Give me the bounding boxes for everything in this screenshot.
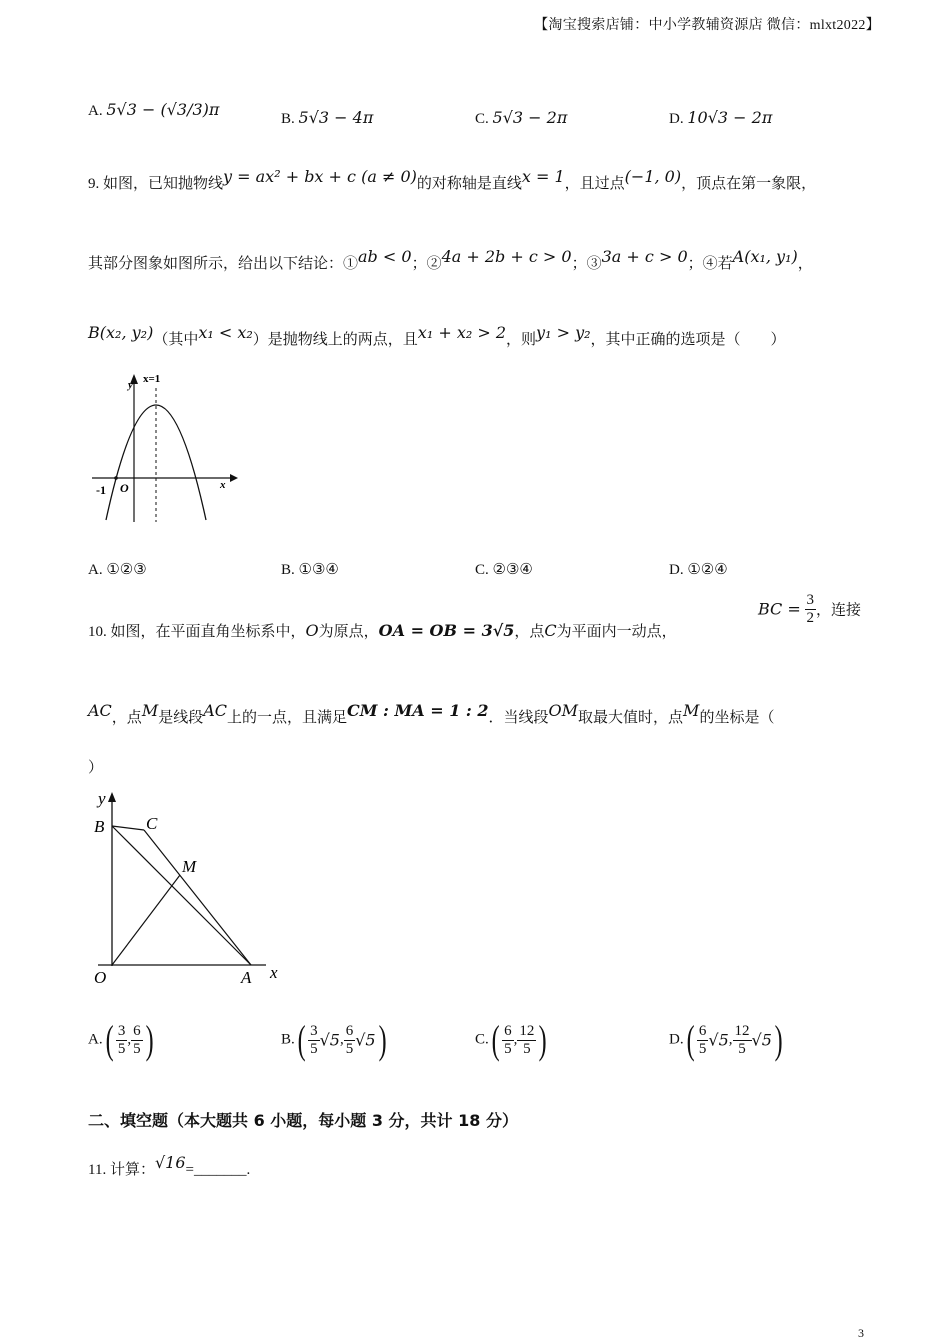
q8-option-b[interactable] — [281, 108, 373, 128]
option-label: D. — [669, 111, 684, 127]
q10-option-c[interactable]: C.( $\frac{6}{5}$ , $\frac{12}{5}$ ) — [475, 1017, 548, 1062]
x-label: x — [220, 479, 226, 491]
q9-line-2: 其部分图象如图所示，给出以下结论：①ab < 0；②4a + 2b + c > 0；③3a + c > 0；④若A(x₁, y₁)， — [88, 247, 813, 272]
q8-option-a[interactable] — [88, 100, 219, 120]
q9-line-3: B(x₂, y₂)（其中x₁ < x₂）是抛物线上的两点，且x₁ + x₂ > 2，则y₁ > y₂，其中正确的选项是（ ） — [88, 323, 786, 348]
page-number: 3 — [858, 1326, 864, 1340]
segment-om — [112, 875, 180, 965]
q9-option-a[interactable]: A. ①②③ — [88, 562, 147, 578]
x-label: x — [270, 963, 278, 982]
origin-label: O — [94, 968, 107, 986]
q10-line-3: ） — [88, 760, 104, 776]
origin-label: O — [120, 481, 129, 495]
q9-option-c[interactable]: C. ②③④ — [475, 562, 533, 578]
q9-option-b[interactable]: B. ①③④ — [281, 562, 339, 578]
page-header: 【淘宝搜索店铺：中小学教辅资源店 微信：mlxt2022】 — [534, 18, 880, 33]
option-expr: 5√3 − (√3/3)π — [106, 100, 220, 119]
y-label: y — [128, 379, 133, 391]
option-label: C. — [475, 111, 489, 127]
segment-ca — [144, 830, 251, 965]
y-axis-arrow — [108, 792, 116, 802]
y-label: y — [98, 789, 106, 808]
point-neg-one — [114, 476, 118, 480]
q8-option-c[interactable] — [475, 108, 567, 128]
segment-bc — [112, 826, 144, 830]
segment-ba — [112, 826, 251, 965]
neg-one-label: -1 — [96, 483, 106, 497]
point-m-label: M — [182, 857, 197, 876]
axis-label: x=1 — [143, 373, 161, 385]
q10-option-b[interactable]: B.( $\frac{3}{5}$ √5, $\frac{6}{5}$ √5) — [281, 1017, 387, 1062]
q10-option-d[interactable]: D.( $\frac{6}{5}$ √5, $\frac{12}{5}$ √5) — [669, 1017, 783, 1062]
q9-option-d[interactable]: D. ①②④ — [669, 562, 728, 578]
option-expr: 10√3 − 2π — [687, 108, 773, 127]
point-b-label: B — [94, 817, 105, 836]
point-c-label: C — [146, 814, 158, 833]
option-label: B. — [281, 111, 295, 127]
q8-option-d[interactable] — [669, 108, 772, 128]
option-expr: 5√3 − 4π — [298, 108, 374, 127]
q11-line: 11. 计算：√16=_______. — [88, 1153, 251, 1178]
point-a-label: A — [241, 968, 252, 986]
answer-blank: =_______. — [185, 1162, 251, 1178]
q10-line-2: AC，点M是线段AC上的一点，且满足CM : MA = 1 : 2．当线段OM取最大值时，点M的坐标是（ — [88, 701, 775, 726]
section-title: 二、填空题（本大题共 6 小题，每小题 3 分，共计 18 分） — [88, 1111, 518, 1130]
q9-line-1: 9. 如图，已知抛物线y = ax² + bx + c (a ≠ 0)的对称轴是直线x = 1，且过点(−1, 0)，顶点在第一象限， — [88, 167, 817, 192]
q10-coordinate-figure — [88, 786, 288, 986]
q9-parabola-figure — [88, 370, 248, 530]
q10-line-1: 10. 如图，在平面直角坐标系中，O为原点，OA = OB = 3√5，点C为平面内一动点， — [88, 621, 677, 640]
q10-bc-fraction: BC = $\frac{3}{2}$ ，连接 — [758, 592, 862, 626]
option-expr: 5√3 − 2π — [492, 108, 568, 127]
option-label: A. — [88, 103, 103, 119]
x-axis-arrow — [230, 474, 238, 482]
q10-option-a[interactable]: A.( $\frac{3}{5}$ , $\frac{6}{5}$ ) — [88, 1017, 154, 1062]
